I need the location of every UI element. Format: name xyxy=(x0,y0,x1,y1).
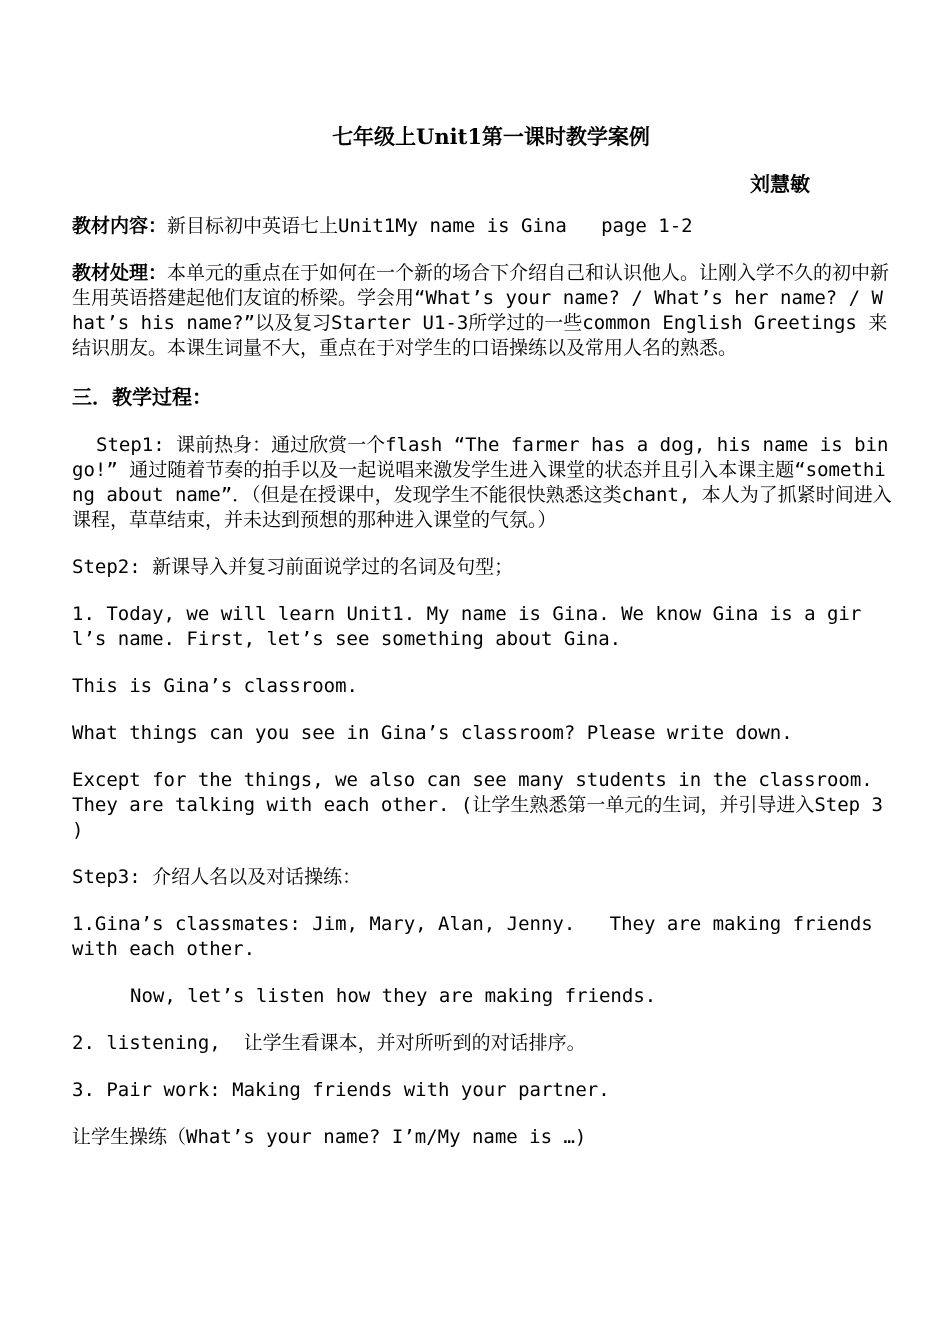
document-page xyxy=(72,122,895,1172)
step3-item-1: 1.Gina’s classmates: Jim, Mary, Alan, Jenny. They are making friends with each other. xyxy=(72,913,885,960)
step3-item-3: 2. listening, 让学生看课本，并对所听到的对话排序。 xyxy=(72,1032,586,1054)
content-label: 教材内容： xyxy=(72,215,168,237)
content-text: 新目标初中英语七上Unit1My name is Gina page 1-2 xyxy=(167,215,693,237)
step1-paragraph: Step1: 课前热身：通过欣赏一个flash “The farmer has a dog, his name is bingo!” 通过随着节奏的拍手以及一起说唱来激发学生进入课堂的状态并且引入本课主题“something about name”．（但是在授课中，发现学生不能很快熟悉这类chant, 本人为了抓紧时间进入课程，草草结束，并未达到预想的那种进入课堂的气氛。） xyxy=(72,434,892,531)
step3-item-4: 3. Pair work: Making friends with your partner. xyxy=(72,1079,610,1101)
processing-paragraph xyxy=(72,261,892,361)
step3-item-2: Now, let’s listen how they are making friends. xyxy=(130,985,657,1007)
processing-text: 本单元的重点在于如何在一个新的场合下介绍自己和认识他人。让刚入学不久的初中新生用英语搭建起他们友谊的桥梁。学会用“What’s your name? / What’s her name? / What’s his name?”以及复习Starter U1-3所学过的一些common English Greetings 来结识朋友。本课生词量不大，重点在于对学生的口语操练以及常用人名的熟悉。 xyxy=(72,262,890,359)
step2-item-2: This is Gina’s classroom. xyxy=(72,675,358,697)
step2-item-3: What things can you see in Gina’s classroom? Please write down. xyxy=(72,722,793,744)
processing-label: 教材处理： xyxy=(72,262,168,284)
content-paragraph xyxy=(72,214,892,239)
document-title: 七年级上Unit1第一课时教学案例 xyxy=(332,124,650,149)
step2-heading: Step2: 新课导入并复习前面说学过的名词及句型； xyxy=(72,556,514,578)
step2-item-1: 1. Today, we will learn Unit1. My name is Gina. We know Gina is a girl’s name. First, let’s see something about Gina. xyxy=(72,603,862,650)
step3-item-5: 让学生操练（What’s your name? I’m/My name is …) xyxy=(72,1126,587,1148)
author-name: 刘慧敏 xyxy=(750,172,810,196)
step2-item-4: Except for the things, we also can see many students in the classroom. They are talking with each other. (让学生熟悉第一单元的生词，并引导进入Step 3 ) xyxy=(72,769,895,841)
step3-heading: Step3: 介绍人名以及对话操练： xyxy=(72,866,362,888)
section-heading-teaching-process: 三．教学过程： xyxy=(72,385,212,409)
